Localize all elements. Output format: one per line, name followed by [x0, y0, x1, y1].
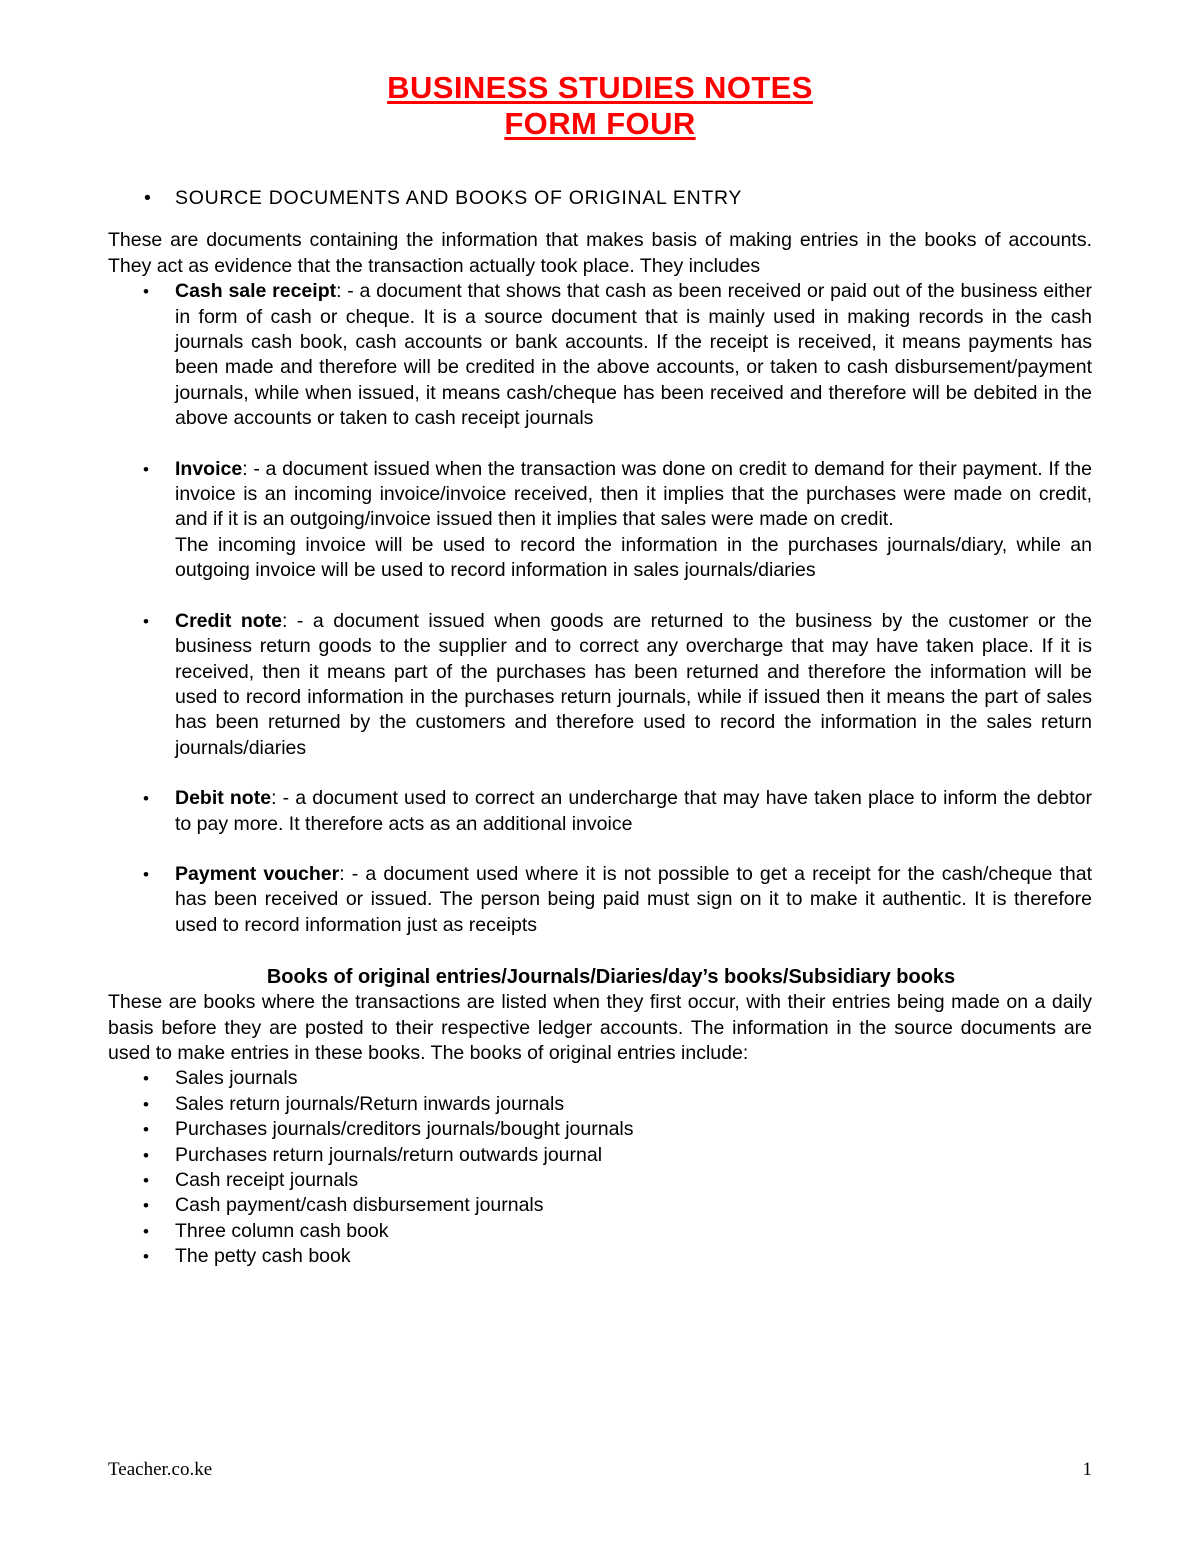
bullet-icon: •	[143, 611, 149, 631]
document-title-block	[108, 70, 1092, 142]
list-item-label: Sales journals	[175, 1067, 298, 1090]
list-item-label: Purchases journals/creditors journals/bought journals	[175, 1118, 634, 1141]
source-documents-list	[108, 279, 1092, 938]
page-footer	[108, 1458, 1092, 1482]
list-item	[108, 862, 1092, 938]
footer-source: Teacher.co.ke	[108, 1459, 213, 1480]
bullet-icon: •	[144, 187, 152, 209]
term-description: : - a document that shows that cash as been received or paid out of the business either in form of cash or cheque. It is a source document that is mainly used in making records in the cash journals cash book, cash accounts or bank accounts. If the receipt is received, it means payments has been made and therefore will be credited in the above accounts, or taken to cash disbursement/payment journals, while when issued, it means cash/cheque has been received and therefore will be debited in the above accounts or taken to cash receipt journals	[175, 280, 1092, 430]
list-item	[108, 1193, 1092, 1218]
bullet-icon: •	[143, 1069, 149, 1089]
bullet-icon: •	[143, 1196, 149, 1216]
bullet-icon: •	[143, 864, 149, 884]
list-item	[108, 786, 1092, 837]
term-label: Cash sale receipt	[175, 280, 337, 303]
topic-heading-text: SOURCE DOCUMENTS AND BOOKS OF ORIGINAL ENTRY	[175, 187, 743, 209]
list-item-label: The petty cash book	[175, 1245, 351, 1268]
document-title-line-1: BUSINESS STUDIES NOTES	[387, 70, 813, 105]
list-item	[108, 457, 1092, 584]
bullet-icon: •	[143, 1171, 149, 1190]
books-of-original-entries-list	[108, 1066, 1092, 1269]
list-item-label: Cash payment/cash disbursement journals	[175, 1194, 544, 1217]
footer-page-number: 1	[1082, 1459, 1092, 1480]
bullet-icon: •	[143, 282, 149, 302]
topic-heading	[108, 186, 1092, 211]
intro-paragraph: These are documents containing the information that makes basis of making entries in the books of accounts. They act as evidence that the transaction actually took place. They includes	[108, 229, 1092, 277]
list-item-label: Three column cash book	[175, 1219, 389, 1242]
list-item	[108, 279, 1092, 431]
bullet-icon: •	[143, 459, 149, 479]
document-title-line-2: FORM FOUR	[504, 106, 696, 141]
list-item	[108, 1168, 1092, 1193]
term-label: Invoice	[175, 457, 243, 480]
bullet-icon: •	[143, 1145, 149, 1165]
list-item	[108, 1117, 1092, 1142]
bullet-icon: •	[143, 1247, 149, 1267]
list-item-label: Purchases return journals/return outwards journal	[175, 1143, 603, 1166]
bullet-icon: •	[143, 1094, 149, 1114]
books-section-heading: Books of original entries/Journals/Diaries/day’s books/Subsidiary books	[266, 966, 956, 989]
document-body	[108, 186, 1092, 1270]
list-item-label: Sales return journals/Return inwards journals	[175, 1092, 565, 1115]
term-description: : - a document issued when the transaction was done on credit to demand for their payment. If the invoice is an incoming invoice/invoice received, then it implies that the purchases were made on credit, and if it is an outgoing/invoice issued then it implies that sales were made on credit.	[175, 457, 1092, 531]
term-description: : - a document issued when goods are returned to the business by the customer or the business return goods to the supplier and to correct any overcharge that may have taken place. If it is received, then it means part of the purchases has been returned and therefore the information will be used to record information in the purchases return journals, while if issued then it means the part of sales has been returned by the customers and therefore used to record the information in the sales return journals/diaries	[175, 609, 1092, 759]
bullet-icon: •	[143, 1221, 149, 1241]
list-item	[108, 1143, 1092, 1168]
list-item	[108, 1244, 1092, 1269]
bullet-icon: •	[143, 789, 149, 809]
term-description-extra: The incoming invoice will be used to record the information in the purchases journals/diary, while an outgoing invoice will be used to record information in sales journals/diaries	[175, 533, 1092, 582]
list-item-label: Cash receipt journals	[175, 1169, 359, 1191]
list-item	[108, 1066, 1092, 1091]
list-item	[108, 1219, 1092, 1244]
term-label: Debit note	[175, 787, 272, 810]
term-description: : - a document used where it is not possible to get a receipt for the cash/cheque that has been received or issued. The person being paid must sign on it to make it authentic. It is therefore used to record information just as receipts	[175, 862, 1092, 936]
term-description: : - a document used to correct an undercharge that may have taken place to inform the debtor to pay more. It therefore acts as an additional invoice	[175, 787, 1092, 835]
list-item	[108, 609, 1092, 761]
books-section-intro: These are books where the transactions are listed when they first occur, with their entries being made on a daily basis before they are posted to their respective ledger accounts. The information in the source documents are used to make entries in these books. The books of original entries include:	[108, 991, 1092, 1064]
list-item	[108, 1092, 1092, 1117]
term-label: Credit note	[175, 609, 282, 632]
term-label: Payment voucher	[175, 862, 340, 885]
bullet-icon: •	[143, 1120, 149, 1140]
